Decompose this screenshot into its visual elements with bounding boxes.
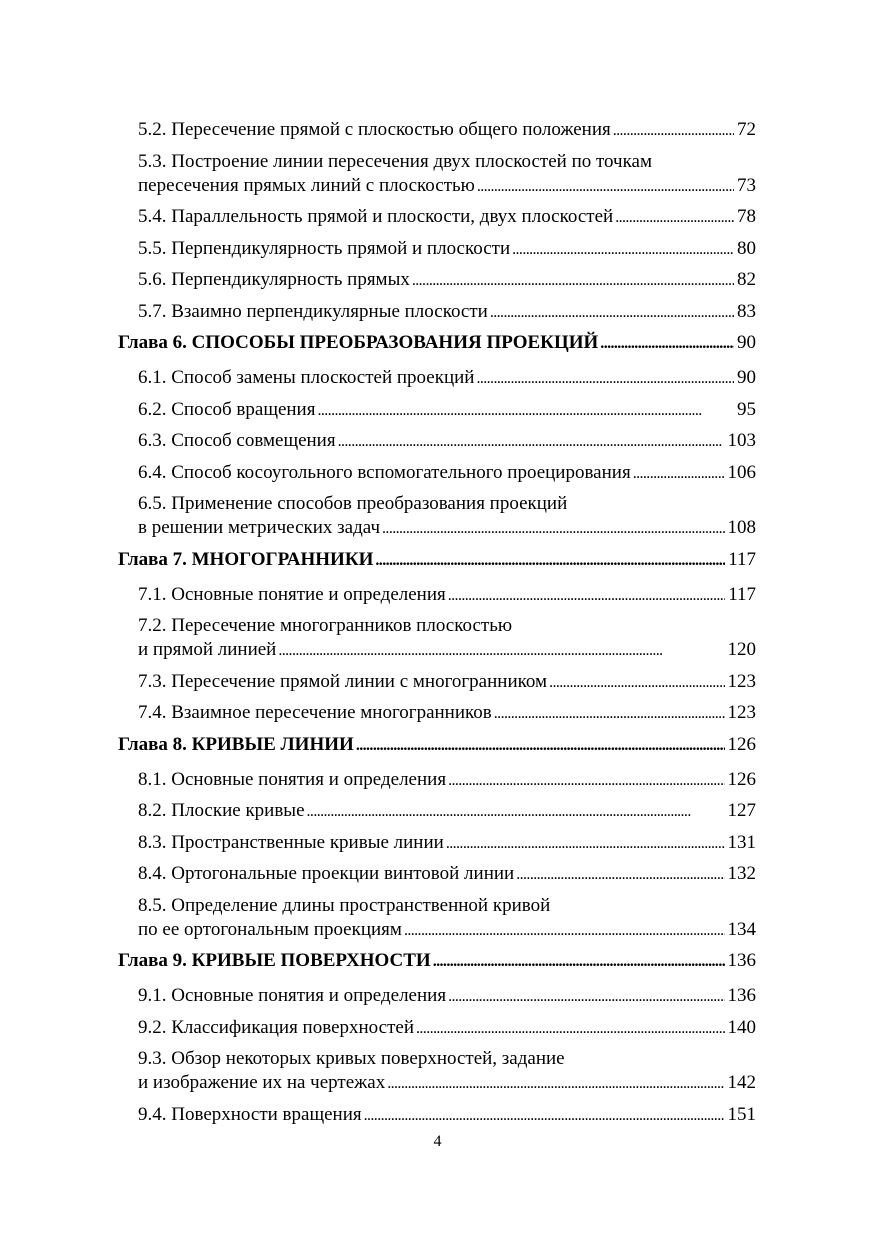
toc-page-number: 126 xyxy=(727,768,756,790)
toc-page-number: 90 xyxy=(737,332,756,353)
toc-section-entry xyxy=(118,492,756,541)
toc-section-entry xyxy=(118,366,756,391)
dot-leader xyxy=(600,331,734,356)
toc-entry-title: и изображение их на чертежах xyxy=(138,1072,386,1093)
toc-section-entry xyxy=(118,205,756,230)
toc-entry-title-line1: 6.5. Применение способов преобразования проекций xyxy=(138,493,568,514)
toc-entry-title: Глава 8. КРИВЫЕ ЛИНИИ xyxy=(118,733,354,755)
toc-page-number: 127 xyxy=(727,800,756,821)
toc-page-number: 117 xyxy=(728,548,756,570)
toc-section-entry xyxy=(118,768,756,793)
toc-section-entry xyxy=(118,268,756,293)
toc-entry-title: 8.1. Основные понятия и определения xyxy=(138,768,447,790)
toc-page-number: 78 xyxy=(737,206,756,227)
toc-entry-title: 7.1. Основные понятие и определения xyxy=(138,583,446,605)
dot-leader xyxy=(446,831,725,856)
toc-page-number: 142 xyxy=(727,1072,756,1093)
toc-page-number: 95 xyxy=(737,398,756,420)
toc-section-entry xyxy=(118,984,756,1009)
toc-entry-title: пересечения прямых линий с плоскостью xyxy=(138,174,475,196)
toc-chapter-entry xyxy=(118,733,756,758)
toc-entry-title: 5.2. Пересечение прямой с плоскостью общего положения xyxy=(138,119,611,140)
toc-entry-title: 6.4. Способ косоугольного вспомогательного проецирования xyxy=(138,461,631,483)
toc-page-number: 73 xyxy=(737,174,756,196)
toc-page-number: 136 xyxy=(727,985,756,1006)
toc-entry-title: Глава 9. КРИВЫЕ ПОВЕРХНОСТИ xyxy=(118,950,431,971)
toc-entry-title: и прямой линией xyxy=(138,639,277,660)
toc-page-number: 83 xyxy=(737,300,756,322)
toc-entry-title-line1: 5.3. Построение линии пересечения двух плоскостей по точкам xyxy=(138,150,653,172)
toc-entry-title: по ее ортогональным проекциям xyxy=(138,918,402,940)
dot-leader xyxy=(307,799,725,824)
toc-section-entry xyxy=(118,429,756,454)
dot-leader xyxy=(317,398,734,423)
toc-section-entry xyxy=(118,461,756,486)
toc-page-number: 136 xyxy=(727,950,756,971)
toc-section-entry xyxy=(118,614,756,663)
toc-entry-title: 8.4. Ортогональные проекции винтовой линии xyxy=(138,863,515,884)
toc-section-entry xyxy=(118,1016,756,1041)
dot-leader xyxy=(412,268,734,293)
toc-section-entry xyxy=(118,701,756,726)
toc-entry-title: Глава 6. СПОСОБЫ ПРЕОБРАЗОВАНИЯ ПРОЕКЦИЙ xyxy=(118,332,599,353)
dot-leader xyxy=(382,516,724,541)
toc-chapter-entry xyxy=(118,949,756,974)
toc-entry-title: 5.5. Перпендикулярность прямой и плоскости xyxy=(138,237,511,259)
toc-page-number: 108 xyxy=(727,517,756,538)
toc-section-entry xyxy=(118,237,756,262)
toc-chapter-entry xyxy=(118,331,756,356)
toc-section-entry xyxy=(118,862,756,887)
toc-page-number: 126 xyxy=(727,733,756,755)
dot-leader xyxy=(448,583,725,608)
dot-leader xyxy=(433,949,725,974)
toc-section-entry xyxy=(118,1047,756,1096)
toc-page-number: 131 xyxy=(727,831,756,853)
dot-leader xyxy=(387,1071,724,1096)
dot-leader xyxy=(404,918,725,943)
toc-page-number: 90 xyxy=(737,367,756,388)
toc-entry-title: 5.6. Перпендикулярность прямых xyxy=(138,269,410,290)
dot-leader xyxy=(448,984,724,1009)
dot-leader xyxy=(613,118,734,143)
dot-leader xyxy=(278,638,724,663)
toc-page-number: 151 xyxy=(727,1103,756,1125)
toc-section-entry xyxy=(118,1103,756,1128)
toc-entry-title: 5.7. Взаимно перпендикулярные плоскости xyxy=(138,300,488,322)
toc-page-number: 120 xyxy=(727,639,756,660)
toc-chapter-entry xyxy=(118,548,756,573)
dot-leader xyxy=(490,300,734,325)
toc-entry-title: в решении метрических задач xyxy=(138,517,381,538)
dot-leader xyxy=(356,733,725,758)
dot-leader xyxy=(615,205,734,230)
dot-leader xyxy=(375,548,725,573)
dot-leader xyxy=(448,768,724,793)
toc-entry-title: 7.3. Пересечение прямой линии с многогранником xyxy=(138,670,548,692)
toc-page-number: 123 xyxy=(727,702,756,723)
table-of-contents xyxy=(118,118,756,1134)
toc-page-number: 132 xyxy=(727,863,756,884)
toc-page-number: 117 xyxy=(728,583,756,605)
toc-entry-title-line1: 7.2. Пересечение многогранников плоскостью xyxy=(138,615,513,636)
toc-entry-title: 7.4. Взаимное пересечение многогранников xyxy=(138,702,492,723)
toc-section-entry xyxy=(118,118,756,143)
dot-leader xyxy=(512,237,734,262)
toc-entry-title: 6.3. Способ совмещения xyxy=(138,430,336,451)
toc-page-number: 123 xyxy=(727,670,756,692)
dot-leader xyxy=(549,670,724,695)
toc-entry-title: 9.2. Классификация поверхностей xyxy=(138,1016,414,1038)
toc-entry-title: 6.1. Способ замены плоскостей проекций xyxy=(138,367,475,388)
dot-leader xyxy=(338,429,725,454)
toc-entry-title: Глава 7. МНОГОГРАННИКИ xyxy=(118,548,374,570)
toc-entry-title-line1: 8.5. Определение длины пространственной кривой xyxy=(138,894,551,916)
toc-page-number: 80 xyxy=(737,237,756,259)
dot-leader xyxy=(494,701,725,726)
toc-section-entry xyxy=(118,398,756,423)
toc-section-entry xyxy=(118,799,756,824)
toc-entry-title: 5.4. Параллельность прямой и плоскости, двух плоскостей xyxy=(138,206,614,227)
toc-page-number: 72 xyxy=(737,119,756,140)
toc-section-entry xyxy=(118,831,756,856)
toc-section-entry xyxy=(118,150,756,199)
page-number: 4 xyxy=(433,1133,442,1150)
toc-page-number: 82 xyxy=(737,269,756,290)
toc-entry-title-line1: 9.3. Обзор некоторых кривых поверхностей, задание xyxy=(138,1048,565,1069)
toc-entry-title: 9.1. Основные понятия и определения xyxy=(138,985,447,1006)
toc-section-entry xyxy=(118,894,756,943)
dot-leader xyxy=(516,862,724,887)
dot-leader xyxy=(416,1016,725,1041)
toc-entry-title: 9.4. Поверхности вращения xyxy=(138,1103,362,1125)
toc-page-number: 140 xyxy=(727,1016,756,1038)
toc-entry-title: 8.2. Плоские кривые xyxy=(138,800,305,821)
toc-page-number: 134 xyxy=(727,918,756,940)
dot-leader xyxy=(477,174,734,199)
toc-entry-title: 6.2. Способ вращения xyxy=(138,398,316,420)
toc-page-number: 103 xyxy=(727,430,756,451)
toc-section-entry xyxy=(118,583,756,608)
dot-leader xyxy=(476,366,734,391)
dot-leader xyxy=(633,461,725,486)
toc-section-entry xyxy=(118,300,756,325)
toc-page-number: 106 xyxy=(727,461,756,483)
toc-entry-title: 8.3. Пространственные кривые линии xyxy=(138,831,444,853)
dot-leader xyxy=(364,1103,725,1128)
toc-section-entry xyxy=(118,670,756,695)
